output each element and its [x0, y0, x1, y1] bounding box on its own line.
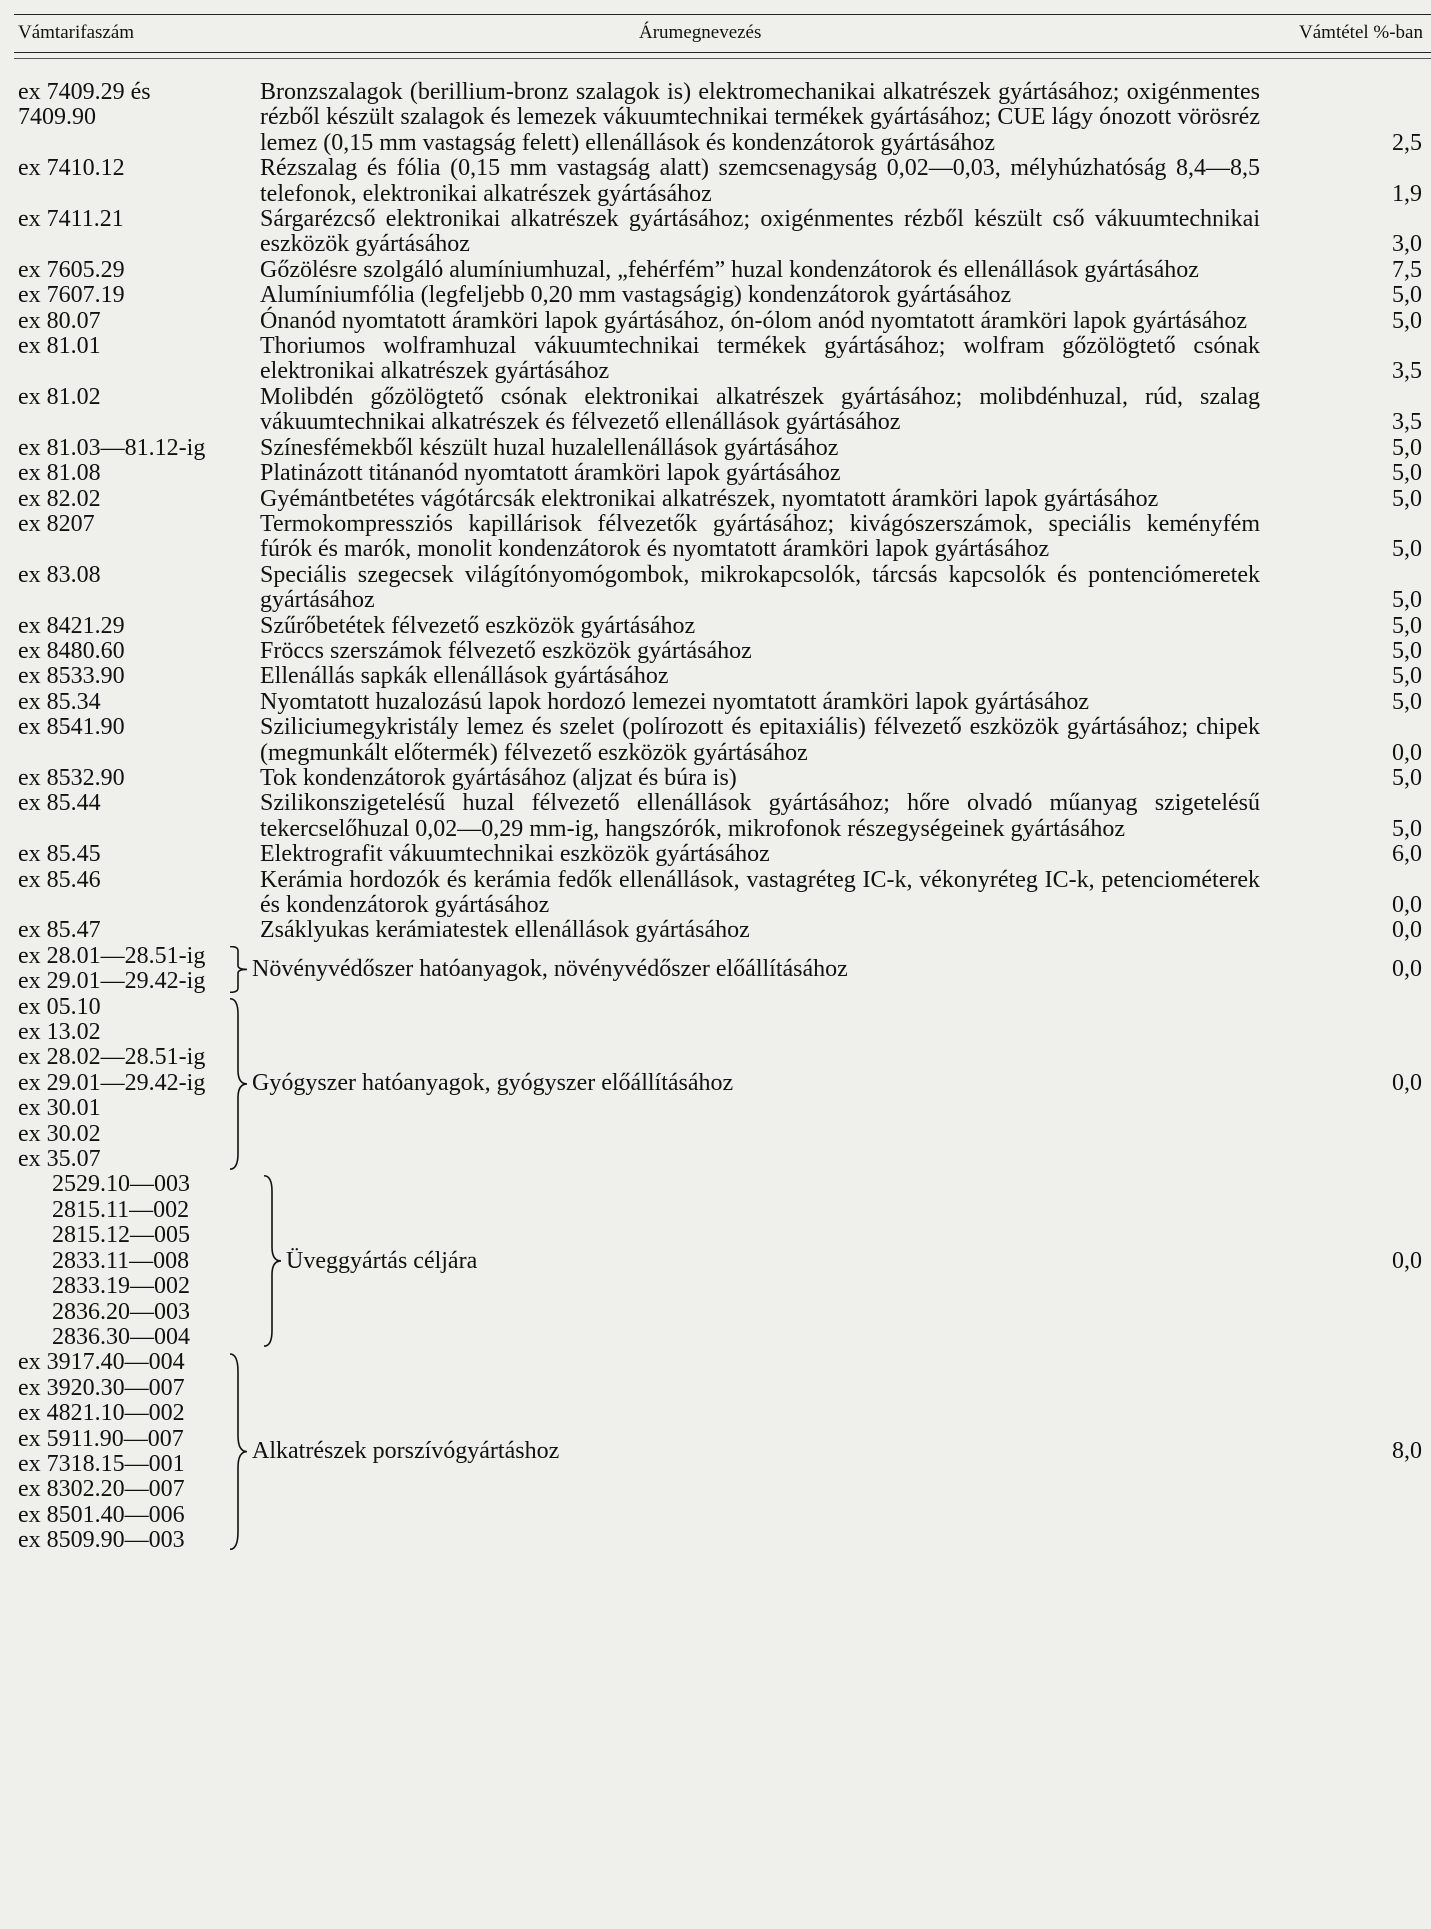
tariff-code-list	[18, 995, 228, 1173]
tariff-code: ex 29.01—29.42-ig	[18, 1069, 206, 1096]
table-header	[14, 22, 1431, 48]
duty-rate-value: 5,0	[1392, 282, 1422, 309]
brace-icon	[228, 944, 252, 995]
tariff-code: ex 7607.19	[18, 282, 125, 309]
tariff-code: ex 8532.90	[18, 764, 125, 791]
item-description: Speciális szegecsek világítónyomógombok, mikrokapcsolók, tárcsás kapcsolók és pontenciómeretek gyártásához	[260, 561, 1260, 614]
duty-rate: 8,0	[1392, 1438, 1422, 1465]
duty-rate	[1260, 690, 1428, 715]
tariff-code: ex 3917.40—004	[18, 1349, 185, 1376]
tariff-code: 2815.12—005	[52, 1222, 190, 1249]
tariff-code: ex 85.47	[18, 917, 101, 944]
tariff-code: ex 3920.30—007	[18, 1374, 185, 1401]
duty-rate	[1260, 614, 1428, 639]
tariff-code: 2833.19—002	[52, 1273, 190, 1300]
duty-rate-value: 2,5	[1392, 129, 1422, 156]
item-description: Rézszalag és fólia (0,15 mm vastagság alatt) szemcsenagyság 0,02—0,03, mélyhúzhatóság 8,4—8,5 telefonok, elektronikai alkatrészek gyártásához	[260, 155, 1260, 207]
tariff-code: ex 7605.29	[18, 256, 125, 283]
item-description: Molibdén gőzölögtető csónak elektronikai alkatrészek gyártásához; molibdénhuzal, rúd, szalag vákuumtechnikai alkatrészek és félvezető ellenállások gyártásához	[260, 383, 1260, 436]
tariff-code: 2833.11—008	[52, 1247, 190, 1274]
tariff-code: ex 28.02—28.51-ig	[18, 1044, 206, 1071]
duty-rate-value: 3,0	[1392, 231, 1422, 258]
duty-rate	[1260, 639, 1428, 664]
table-row	[18, 309, 1428, 334]
duty-rate	[1260, 512, 1428, 563]
table-row	[18, 918, 1428, 943]
item-description: Kerámia hordozók és kerámia fedők ellenállások, vastagréteg IC-k, vékonyréteg IC-k, petenciométerek és kondenzátorok gyártásához	[260, 866, 1260, 918]
table-body	[18, 80, 1428, 1554]
tariff-code-list	[18, 1350, 228, 1553]
duty-rate-value: 5,0	[1392, 688, 1422, 715]
tariff-code: ex 85.45	[18, 841, 101, 868]
table-row	[18, 868, 1428, 919]
tariff-code: ex 8501.40—006	[18, 1501, 185, 1528]
duty-rate	[1260, 309, 1428, 334]
grouped-row	[18, 995, 1428, 1173]
tariff-code: ex 8541.90	[18, 714, 125, 741]
table-row	[18, 461, 1428, 486]
tariff-code: ex 8302.20—007	[18, 1476, 185, 1503]
grouped-row	[18, 1172, 1428, 1350]
duty-rate-value: 0,0	[1392, 892, 1422, 918]
duty-rate	[1260, 207, 1428, 258]
tariff-code: ex 81.01	[18, 333, 101, 360]
table-row	[18, 791, 1428, 842]
duty-rate-value: 1,9	[1392, 180, 1422, 207]
duty-rate	[1260, 766, 1428, 791]
tariff-code: ex 13.02	[18, 1019, 101, 1046]
tariff-code: ex 8509.90—003	[18, 1527, 185, 1554]
brace-icon	[262, 1172, 286, 1350]
duty-rate	[1260, 563, 1428, 614]
tariff-code: ex 83.08	[18, 561, 101, 588]
duty-rate-value: 7,5	[1392, 256, 1422, 283]
table-row	[18, 715, 1428, 766]
item-description: Ellenállás sapkák ellenállások gyártásához	[260, 663, 669, 690]
brace-icon	[228, 1350, 252, 1553]
item-description: Tok kondenzátorok gyártásához (aljzat és búra is)	[260, 764, 737, 791]
header-description: Árumegnevezés	[639, 22, 762, 43]
duty-rate	[1260, 461, 1428, 486]
duty-rate: 0,0	[1392, 955, 1422, 982]
table-row	[18, 80, 1428, 156]
duty-rate	[1260, 791, 1428, 842]
grouped-row	[18, 1350, 1428, 1553]
table-row	[18, 512, 1428, 563]
tariff-code: ex 29.01—29.42-ig	[18, 968, 206, 995]
duty-rate: 0,0	[1392, 1069, 1422, 1096]
duty-rate-value: 5,0	[1392, 612, 1422, 639]
tariff-code: ex 05.10	[18, 993, 101, 1020]
table-row	[18, 283, 1428, 308]
tariff-code: ex 81.08	[18, 460, 101, 487]
duty-rate	[1260, 334, 1428, 385]
tariff-code: ex 7409.29 és 7409.90	[18, 79, 151, 131]
tariff-code: ex 8533.90	[18, 663, 125, 690]
duty-rate-value: 0,0	[1392, 917, 1422, 944]
item-description: Gőzölésre szolgáló alumíniumhuzal, „fehérfém” huzal kondenzátorok és ellenállások gyártásához	[260, 256, 1199, 283]
item-description: Szilikonszigetelésű huzal félvezető ellenállások gyártásához; hőre olvadó műanyag szigetelésű tekercselőhuzal 0,02—0,29 mm-ig, hangszórók, mikrofonok részegységeinek gyártásához	[260, 790, 1260, 842]
duty-rate	[1260, 868, 1428, 919]
tariff-code: ex 8480.60	[18, 637, 125, 664]
tariff-code: ex 7410.12	[18, 155, 125, 182]
tariff-code: ex 35.07	[18, 1146, 101, 1173]
tariff-code: ex 82.02	[18, 485, 101, 512]
table-row	[18, 639, 1428, 664]
tariff-code: ex 81.03—81.12-ig	[18, 434, 206, 461]
item-description: Szűrőbetétek félvezető eszközök gyártásához	[260, 612, 696, 639]
duty-rate	[1260, 156, 1428, 207]
table-row	[18, 207, 1428, 258]
table-row	[18, 690, 1428, 715]
duty-rate-value: 5,0	[1392, 536, 1422, 563]
tariff-code: ex 80.07	[18, 307, 101, 334]
item-description: Sziliciumegykristály lemez és szelet (polírozott és epitaxiális) félvezető eszközök gyártásához; chipek (megmunkált előtermék) félvezető eszközök gyártásához	[260, 714, 1260, 766]
duty-rate-value: 5,0	[1392, 307, 1422, 334]
tariff-code: ex 85.44	[18, 790, 101, 817]
header-rate: Vámtétel %-ban	[1299, 22, 1423, 43]
tariff-code: ex 7411.21	[18, 206, 124, 233]
header-code: Vámtarifaszám	[18, 22, 135, 43]
tariff-code: 2815.11—002	[52, 1196, 190, 1223]
duty-rate-value: 5,0	[1392, 815, 1422, 842]
tariff-code: ex 85.46	[18, 866, 101, 893]
table-row	[18, 385, 1428, 436]
item-description: Thoriumos wolframhuzal vákuumtechnikai termékek gyártásához; wolfram gőzölögtető csónak elektronikai alkatrészek gyártásához	[260, 333, 1260, 385]
item-description: Termokompressziós kapillárisok félvezetők gyártásához; kivágószerszámok, speciális keményfém fúrók és marók, monolit kondenzátorok és nyomtatott áramköri lapok gyártásához	[260, 510, 1260, 563]
duty-rate	[1260, 283, 1428, 308]
item-description: Alkatrészek porszívógyártáshoz	[252, 1438, 560, 1465]
duty-rate	[1260, 385, 1428, 436]
duty-rate-value: 6,0	[1392, 841, 1422, 868]
header-rule-2	[14, 58, 1431, 59]
duty-rate-value: 5,0	[1392, 663, 1422, 690]
duty-rate-value: 5,0	[1392, 434, 1422, 461]
item-description: Színesfémekből készült huzal huzalellenállások gyártásához	[260, 434, 839, 461]
tariff-code: ex 4821.10—002	[18, 1400, 185, 1427]
duty-rate-value: 5,0	[1392, 485, 1422, 512]
duty-rate-value: 5,0	[1392, 587, 1422, 614]
tariff-code: ex 30.01	[18, 1095, 101, 1122]
table-row	[18, 563, 1428, 614]
table-row	[18, 664, 1428, 689]
tariff-code: ex 81.02	[18, 383, 101, 410]
table-row	[18, 614, 1428, 639]
duty-rate-value: 3,5	[1392, 409, 1422, 436]
duty-rate-value: 5,0	[1392, 764, 1422, 791]
item-description: Zsáklyukas kerámiatestek ellenállások gyártásához	[260, 917, 750, 944]
item-description: Ónanód nyomtatott áramköri lapok gyártásához, ón-ólom anód nyomtatott áramköri lapok gyártásához	[260, 307, 1248, 334]
duty-rate	[1260, 918, 1428, 943]
item-description: Üveggyártás céljára	[286, 1247, 478, 1274]
header-rule	[14, 52, 1431, 53]
item-description: Alumíniumfólia (legfeljebb 0,20 mm vastagságig) kondenzátorok gyártásához	[260, 282, 1012, 309]
duty-rate	[1260, 664, 1428, 689]
table-row	[18, 487, 1428, 512]
duty-rate: 0,0	[1392, 1247, 1422, 1274]
duty-rate-value: 5,0	[1392, 637, 1422, 664]
tariff-code: 2836.20—003	[52, 1298, 190, 1325]
duty-rate	[1260, 715, 1428, 766]
brace-icon	[228, 995, 252, 1173]
item-description: Gyógyszer hatóanyagok, gyógyszer előállításához	[252, 1069, 734, 1096]
tariff-code: 2529.10—003	[52, 1171, 190, 1198]
duty-rate-value: 5,0	[1392, 460, 1422, 487]
duty-rate	[1260, 80, 1428, 156]
duty-rate	[1260, 842, 1428, 867]
duty-rate	[1260, 258, 1428, 283]
table-row	[18, 156, 1428, 207]
duty-rate-value: 0,0	[1392, 739, 1422, 766]
item-description: Nyomtatott huzalozású lapok hordozó lemezei nyomtatott áramköri lapok gyártásához	[260, 688, 1090, 715]
table-row	[18, 842, 1428, 867]
tariff-code: 2836.30—004	[52, 1323, 190, 1350]
item-description: Gyémántbetétes vágótárcsák elektronikai alkatrészek, nyomtatott áramköri lapok gyártásához	[260, 485, 1159, 512]
tariff-code: ex 85.34	[18, 688, 101, 715]
item-description: Fröccs szerszámok félvezető eszközök gyártásához	[260, 637, 752, 664]
table-row	[18, 258, 1428, 283]
tariff-code: ex 28.01—28.51-ig	[18, 942, 206, 969]
item-description: Bronzszalagok (berillium-bronz szalagok is) elektromechanikai alkatrészek gyártásához; oxigénmentes rézből készült szalagok és lemezek vákuumtechnikai termékek gyártásához; CUE lágy ónozott vörösréz lemez (0,15 mm vastagság felett) ellenállások és kondenzátorok gyártásához	[260, 79, 1260, 156]
duty-rate-value: 3,5	[1392, 358, 1422, 385]
item-description: Növényvédőszer hatóanyagok, növényvédőszer előállításához	[252, 955, 848, 982]
duty-rate	[1260, 487, 1428, 512]
tariff-code: ex 7318.15—001	[18, 1450, 185, 1477]
tariff-code: ex 8207	[18, 510, 95, 537]
table-row	[18, 436, 1428, 461]
tariff-code: ex 5911.90—007	[18, 1425, 184, 1452]
tariff-code-list	[18, 944, 228, 995]
item-description: Sárgarézcső elektronikai alkatrészek gyártásához; oxigénmentes rézből készült cső vákuumtechnikai eszközök gyártásához	[260, 206, 1260, 258]
tariff-code: ex 30.02	[18, 1120, 101, 1147]
top-rule	[14, 14, 1431, 15]
table-row	[18, 334, 1428, 385]
item-description: Elektrografit vákuumtechnikai eszközök gyártásához	[260, 841, 770, 868]
table-row	[18, 766, 1428, 791]
tariff-code-list	[18, 1172, 262, 1350]
tariff-code: ex 8421.29	[18, 612, 125, 639]
grouped-row	[18, 944, 1428, 995]
item-description: Platinázott titánanód nyomtatott áramköri lapok gyártásához	[260, 460, 841, 487]
duty-rate	[1260, 436, 1428, 461]
